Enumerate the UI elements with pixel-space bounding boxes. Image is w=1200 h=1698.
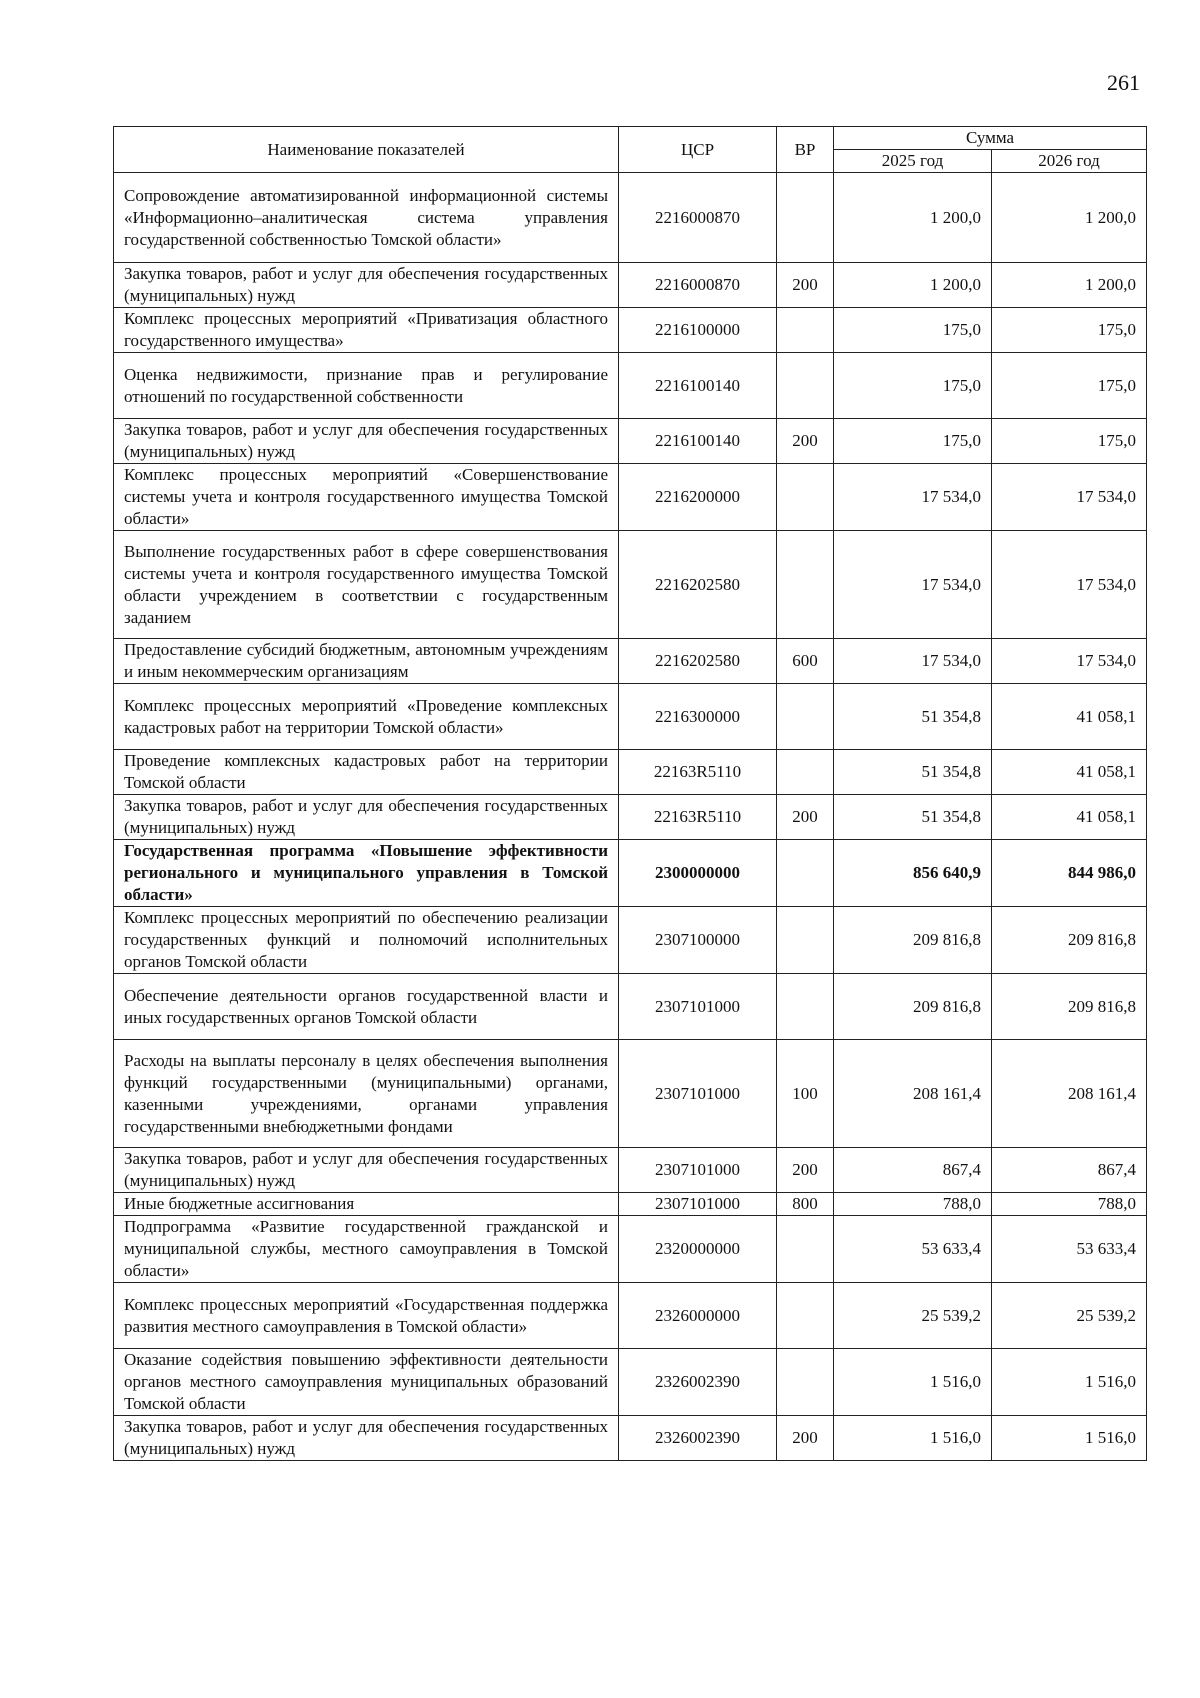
row-csr: 22163R5110 [619, 750, 777, 795]
table-row [114, 1193, 1147, 1216]
row-csr: 22163R5110 [619, 795, 777, 840]
row-vr: 600 [777, 639, 834, 684]
row-sum-2026: 1 516,0 [992, 1416, 1147, 1461]
row-vr: 200 [777, 1148, 834, 1193]
table-row [114, 353, 1147, 419]
row-name: Комплекс процессных мероприятий по обеспечению реализации государственных функций и полномочий исполнительных органов Томской области [114, 907, 619, 974]
row-sum-2025: 1 200,0 [834, 173, 992, 263]
row-sum-2025: 856 640,9 [834, 840, 992, 907]
row-csr: 2307101000 [619, 1040, 777, 1148]
row-sum-2025: 1 516,0 [834, 1416, 992, 1461]
row-csr: 2216202580 [619, 531, 777, 639]
row-vr [777, 907, 834, 974]
row-sum-2026: 1 200,0 [992, 263, 1147, 308]
row-csr: 2307101000 [619, 1148, 777, 1193]
row-sum-2026: 17 534,0 [992, 531, 1147, 639]
row-csr: 2216000870 [619, 173, 777, 263]
row-sum-2026: 17 534,0 [992, 639, 1147, 684]
row-csr: 2216100000 [619, 308, 777, 353]
row-name: Выполнение государственных работ в сфере совершенствования системы учета и контроля государственного имущества Томской области учреждением в соответствии с государственным заданием [114, 531, 619, 639]
table-row [114, 684, 1147, 750]
row-name: Комплекс процессных мероприятий «Государственная поддержка развития местного самоуправления в Томской области» [114, 1283, 619, 1349]
row-vr [777, 1216, 834, 1283]
row-name: Обеспечение деятельности органов государственной власти и иных государственных органов Томской области [114, 974, 619, 1040]
row-sum-2025: 51 354,8 [834, 795, 992, 840]
row-sum-2026: 209 816,8 [992, 907, 1147, 974]
row-vr: 800 [777, 1193, 834, 1216]
row-vr: 200 [777, 795, 834, 840]
row-csr: 2307100000 [619, 907, 777, 974]
row-vr [777, 974, 834, 1040]
table-row [114, 419, 1147, 464]
row-sum-2026: 867,4 [992, 1148, 1147, 1193]
row-vr [777, 353, 834, 419]
row-sum-2026: 17 534,0 [992, 464, 1147, 531]
row-sum-2025: 788,0 [834, 1193, 992, 1216]
budget-table [113, 126, 1147, 1461]
row-sum-2025: 209 816,8 [834, 907, 992, 974]
row-csr: 2216202580 [619, 639, 777, 684]
table-row [114, 173, 1147, 263]
row-vr [777, 173, 834, 263]
row-sum-2026: 41 058,1 [992, 795, 1147, 840]
row-name: Иные бюджетные ассигнования [114, 1193, 619, 1216]
row-name: Подпрограмма «Развитие государственной гражданской и муниципальной службы, местного самоуправления в Томской области» [114, 1216, 619, 1283]
row-vr: 200 [777, 1416, 834, 1461]
row-vr: 100 [777, 1040, 834, 1148]
table-row [114, 974, 1147, 1040]
row-csr: 2326000000 [619, 1283, 777, 1349]
row-vr: 200 [777, 419, 834, 464]
row-sum-2025: 51 354,8 [834, 750, 992, 795]
row-sum-2026: 788,0 [992, 1193, 1147, 1216]
row-sum-2025: 175,0 [834, 353, 992, 419]
row-sum-2026: 25 539,2 [992, 1283, 1147, 1349]
row-sum-2025: 17 534,0 [834, 531, 992, 639]
row-sum-2025: 17 534,0 [834, 639, 992, 684]
table-row [114, 263, 1147, 308]
row-sum-2025: 51 354,8 [834, 684, 992, 750]
table-row [114, 464, 1147, 531]
row-vr [777, 308, 834, 353]
row-vr [777, 684, 834, 750]
row-name: Комплекс процессных мероприятий «Приватизация областного государственного имущества» [114, 308, 619, 353]
header-year-2026: 2026 год [992, 150, 1147, 173]
table-row [114, 750, 1147, 795]
row-csr: 2307101000 [619, 1193, 777, 1216]
table-row [114, 308, 1147, 353]
row-name: Проведение комплексных кадастровых работ на территории Томской области [114, 750, 619, 795]
row-csr: 2300000000 [619, 840, 777, 907]
row-vr [777, 750, 834, 795]
header-vr: ВР [777, 127, 834, 173]
row-vr [777, 1349, 834, 1416]
row-sum-2026: 41 058,1 [992, 684, 1147, 750]
header-sum: Сумма [834, 127, 1147, 150]
row-sum-2026: 175,0 [992, 419, 1147, 464]
row-name: Оказание содействия повышению эффективности деятельности органов местного самоуправления муниципальных образований Томской области [114, 1349, 619, 1416]
row-vr: 200 [777, 263, 834, 308]
row-name: Государственная программа «Повышение эффективности регионального и муниципального управления в Томской области» [114, 840, 619, 907]
row-sum-2025: 175,0 [834, 308, 992, 353]
row-sum-2026: 175,0 [992, 353, 1147, 419]
row-sum-2026: 53 633,4 [992, 1216, 1147, 1283]
row-name: Закупка товаров, работ и услуг для обеспечения государственных (муниципальных) нужд [114, 1148, 619, 1193]
table-body [114, 173, 1147, 1461]
row-sum-2025: 175,0 [834, 419, 992, 464]
row-sum-2025: 1 516,0 [834, 1349, 992, 1416]
row-csr: 2307101000 [619, 974, 777, 1040]
row-name: Закупка товаров, работ и услуг для обеспечения государственных (муниципальных) нужд [114, 263, 619, 308]
table-row [114, 1349, 1147, 1416]
page-number: 261 [1107, 70, 1140, 95]
table-row [114, 1148, 1147, 1193]
row-sum-2025: 867,4 [834, 1148, 992, 1193]
table-row [114, 1040, 1147, 1148]
row-name: Закупка товаров, работ и услуг для обеспечения государственных (муниципальных) нужд [114, 419, 619, 464]
table-row [114, 840, 1147, 907]
row-vr [777, 840, 834, 907]
row-sum-2026: 175,0 [992, 308, 1147, 353]
table-row [114, 639, 1147, 684]
table-row [114, 907, 1147, 974]
table-header [114, 127, 1147, 173]
row-csr: 2320000000 [619, 1216, 777, 1283]
header-csr: ЦСР [619, 127, 777, 173]
row-csr: 2326002390 [619, 1416, 777, 1461]
header-year-2025: 2025 год [834, 150, 992, 173]
row-sum-2026: 208 161,4 [992, 1040, 1147, 1148]
table-row [114, 1416, 1147, 1461]
row-name: Закупка товаров, работ и услуг для обеспечения государственных (муниципальных) нужд [114, 795, 619, 840]
row-sum-2026: 41 058,1 [992, 750, 1147, 795]
row-name: Расходы на выплаты персоналу в целях обеспечения выполнения функций государственными (муниципальными) органами, казенными учреждениями, органами управления государственными внебюджетными фондами [114, 1040, 619, 1148]
row-name: Предоставление субсидий бюджетным, автономным учреждениям и иным некоммерческим организациям [114, 639, 619, 684]
row-csr: 2326002390 [619, 1349, 777, 1416]
row-sum-2026: 209 816,8 [992, 974, 1147, 1040]
row-csr: 2216100140 [619, 353, 777, 419]
row-csr: 2216000870 [619, 263, 777, 308]
row-sum-2026: 1 516,0 [992, 1349, 1147, 1416]
header-name: Наименование показателей [114, 127, 619, 173]
row-name: Закупка товаров, работ и услуг для обеспечения государственных (муниципальных) нужд [114, 1416, 619, 1461]
row-vr [777, 464, 834, 531]
row-sum-2025: 208 161,4 [834, 1040, 992, 1148]
table-row [114, 795, 1147, 840]
row-csr: 2216200000 [619, 464, 777, 531]
row-name: Комплекс процессных мероприятий «Совершенствование системы учета и контроля государственного имущества Томской области» [114, 464, 619, 531]
table-row [114, 1283, 1147, 1349]
row-sum-2025: 53 633,4 [834, 1216, 992, 1283]
row-csr: 2216100140 [619, 419, 777, 464]
row-name: Оценка недвижимости, признание прав и регулирование отношений по государственной собственности [114, 353, 619, 419]
row-vr [777, 1283, 834, 1349]
row-sum-2025: 209 816,8 [834, 974, 992, 1040]
row-vr [777, 531, 834, 639]
row-sum-2026: 844 986,0 [992, 840, 1147, 907]
row-sum-2025: 25 539,2 [834, 1283, 992, 1349]
row-name: Сопровождение автоматизированной информационной системы «Информационно–аналитическая система управления государственной собственностью Томской области» [114, 173, 619, 263]
row-name: Комплекс процессных мероприятий «Проведение комплексных кадастровых работ на территории Томской области» [114, 684, 619, 750]
row-sum-2025: 17 534,0 [834, 464, 992, 531]
table-row [114, 1216, 1147, 1283]
row-sum-2025: 1 200,0 [834, 263, 992, 308]
table-row [114, 531, 1147, 639]
row-sum-2026: 1 200,0 [992, 173, 1147, 263]
row-csr: 2216300000 [619, 684, 777, 750]
